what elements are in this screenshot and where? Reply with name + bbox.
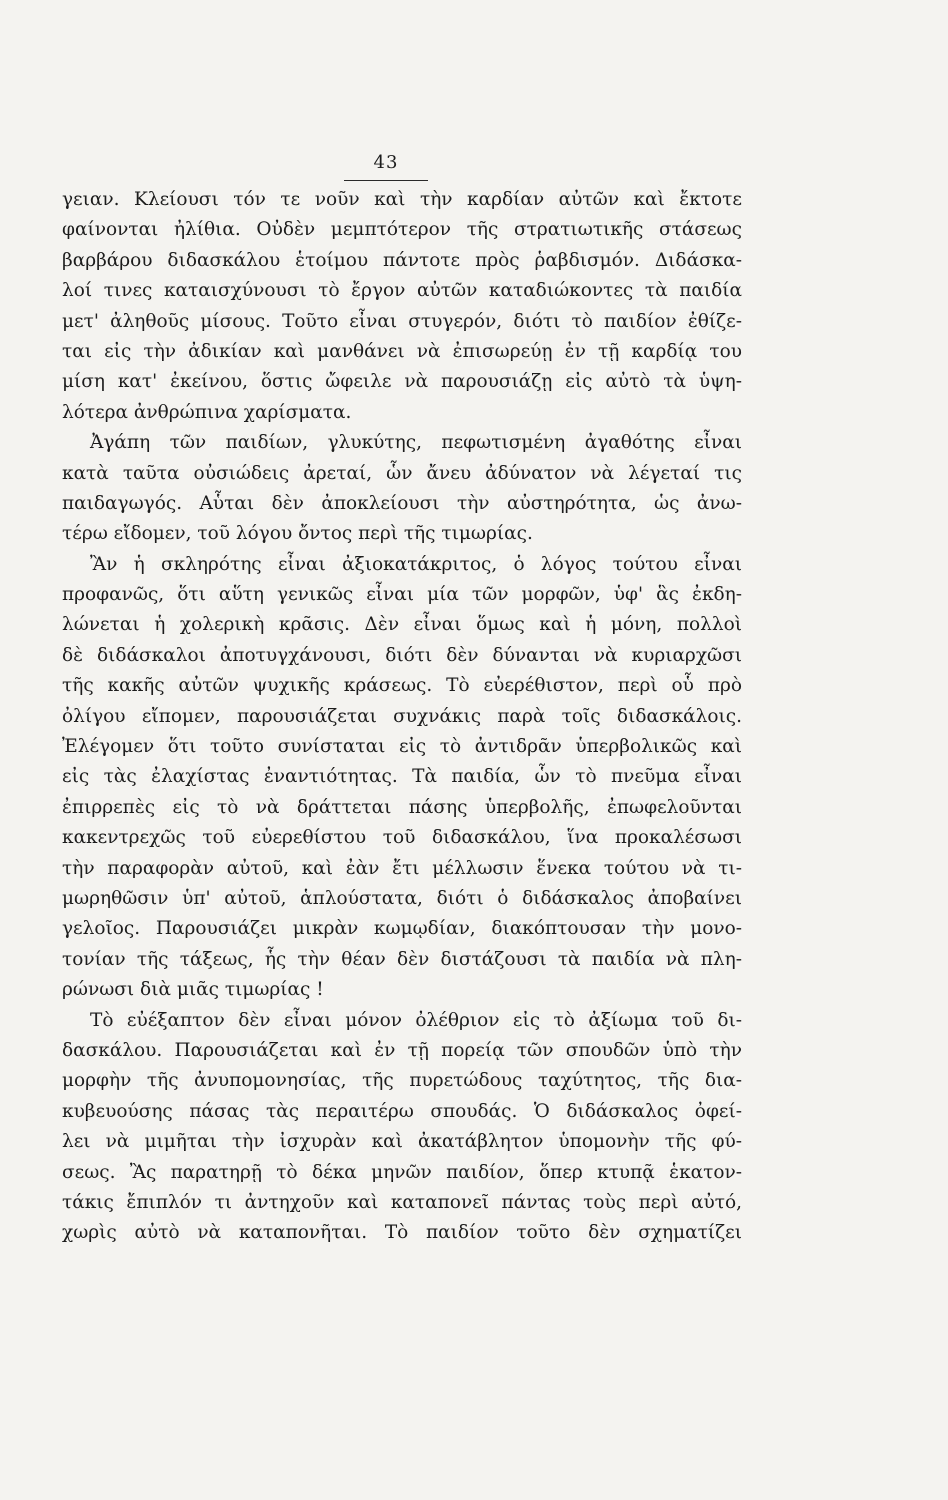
text-line: Ἀγάπη τῶν παιδίων, γλυκύτης, πεφωτισμένη ἀγαθότης εἶναι <box>90 432 742 454</box>
text-line: λει νὰ μιμῆται τὴν ἰσχυρὰν καὶ ἀκατάβλητον ὑπομονὴν τῆς φύ- <box>62 1131 742 1153</box>
text-line: ἐπιρρεπὲς εἰς τὸ νὰ δράττεται πάσης ὑπερβολῆς, ἐπωφελοῦνται <box>62 796 742 818</box>
text-line: τέρω εἴδομεν, τοῦ λόγου ὄντος περὶ τῆς τιμωρίας. <box>62 523 533 545</box>
text-line: μορφὴν τῆς ἀνυπομονησίας, τῆς πυρετώδους ταχύτητος, τῆς δια- <box>62 1070 742 1092</box>
text-line: φαίνονται ἠλίθια. Οὐδὲν μεμπτότερον τῆς στρατιωτικῆς στάσεως <box>62 219 742 241</box>
text-line: τάκις ἔπιπλόν τι ἀντηχοῦν καὶ καταπονεῖ πάντας τοὺς περὶ αὐτό, <box>62 1191 742 1213</box>
text-line: προφανῶς, ὅτι αὕτη γενικῶς εἶναι μία τῶν μορφῶν, ὑφ' ἃς ἐκδη- <box>62 584 742 606</box>
text-line: κακεντρεχῶς τοῦ εὐερεθίστου τοῦ διδασκάλου, ἵνα προκαλέσωσι <box>62 827 742 849</box>
text-line: γειαν. Κλείουσι τόν τε νοῦν καὶ τὴν καρδίαν αὐτῶν καὶ ἔκτοτε <box>62 189 742 210</box>
text-line: ὀλίγου εἴπομεν, παρουσιάζεται συχνάκις παρὰ τοῖς διδασκάλοις. <box>62 705 742 727</box>
text-line: τῆς κακῆς αὐτῶν ψυχικῆς κράσεως. Τὸ εὐερέθιστον, περὶ οὗ πρὸ <box>62 675 742 697</box>
text-line: λώνεται ἡ χολερικὴ κρᾶσις. Δὲν εἶναι ὅμως καὶ ἡ μόνη, πολλοὶ <box>62 614 742 636</box>
text-line: Ἐλέγομεν ὅτι τοῦτο συνίσταται εἰς τὸ ἀντιδρᾶν ὑπερβολικῶς καὶ <box>62 736 742 758</box>
text-line: λότερα ἀνθρώπινα χαρίσματα. <box>62 401 352 423</box>
text-line: τὴν παραφορὰν αὐτοῦ, καὶ ἐὰν ἔτι μέλλωσιν ἕνεκα τούτου νὰ τι- <box>62 857 742 879</box>
text-line: βαρβάρου διδασκάλου ἑτοίμου πάντοτε πρὸς ῥαβδισμόν. Διδάσκα- <box>62 249 742 271</box>
text-line: ται εἰς τὴν ἀδικίαν καὶ μανθάνει νὰ ἐπισωρεύῃ ἐν τῇ καρδίᾳ του <box>62 340 742 362</box>
text-line: εἰς τὰς ἐλαχίστας ἐναντιότητας. Τὰ παιδία, ὧν τὸ πνεῦμα εἶναι <box>62 766 742 788</box>
text-line: χωρὶς αὐτὸ νὰ καταπονῆται. Τὸ παιδίον τοῦτο δὲν σχηματίζει <box>62 1222 742 1244</box>
page-number-rule <box>344 180 428 181</box>
text-line: λοί τινες καταισχύνουσι τὸ ἔργον αὐτῶν καταδιώκοντες τὰ παιδία <box>62 280 742 302</box>
text-line: Τὸ εὐέξαπτον δὲν εἶναι μόνον ὀλέθριον εἰς τὸ ἀξίωμα τοῦ δι- <box>90 1009 742 1031</box>
text-line: μίση κατ' ἐκείνου, ὅστις ὤφειλε νὰ παρουσιάζῃ εἰς αὐτὸ τὰ ὑψη- <box>62 371 742 393</box>
text-line: κατὰ ταῦτα οὐσιώδεις ἀρεταί, ὧν ἄνευ ἀδύνατον νὰ λέγεταί τις <box>62 462 742 484</box>
text-line: παιδαγωγός. Αὗται δὲν ἀποκλείουσι τὴν αὐστηρότητα, ὡς ἀνω- <box>62 492 742 514</box>
text-line: σεως. Ἂς παρατηρῇ τὸ δέκα μηνῶν παιδίον, ὅπερ κτυπᾷ ἑκατον- <box>62 1161 742 1183</box>
text-line: γελοῖος. Παρουσιάζει μικρὰν κωμῳδίαν, διακόπτουσαν τὴν μονο- <box>62 918 742 940</box>
text-line: κυβευούσης πάσας τὰς περαιτέρω σπουδάς. Ὁ διδάσκαλος ὀφεί- <box>62 1100 742 1122</box>
text-line: δασκάλου. Παρουσιάζεται καὶ ἐν τῇ πορείᾳ τῶν σπουδῶν ὑπὸ τὴν <box>62 1039 742 1061</box>
text-line: μωρηθῶσιν ὑπ' αὐτοῦ, ἁπλούστατα, διότι ὁ διδάσκαλος ἀποβαίνει <box>62 887 742 909</box>
page-number: 43 <box>373 152 399 173</box>
text-line: δὲ διδάσκαλοι ἀποτυγχάνουσι, διότι δὲν δύνανται νὰ κυριαρχῶσι <box>62 644 742 666</box>
body-text <box>62 185 742 1249</box>
text-line: τονίαν τῆς τάξεως, ἧς τὴν θέαν δὲν διστάζουσι τὰ παιδία νὰ πλη- <box>62 948 742 970</box>
text-line: Ἂν ἡ σκληρότης εἶναι ἀξιοκατάκριτος, ὁ λόγος τούτου εἶναι <box>90 553 742 575</box>
text-line: μετ' ἀληθοῦς μίσους. Τοῦτο εἶναι στυγερόν, διότι τὸ παιδίον ἐθίζε- <box>62 310 742 332</box>
text-line: ρώνωσι διὰ μιᾶς τιμωρίας ! <box>62 979 324 1001</box>
